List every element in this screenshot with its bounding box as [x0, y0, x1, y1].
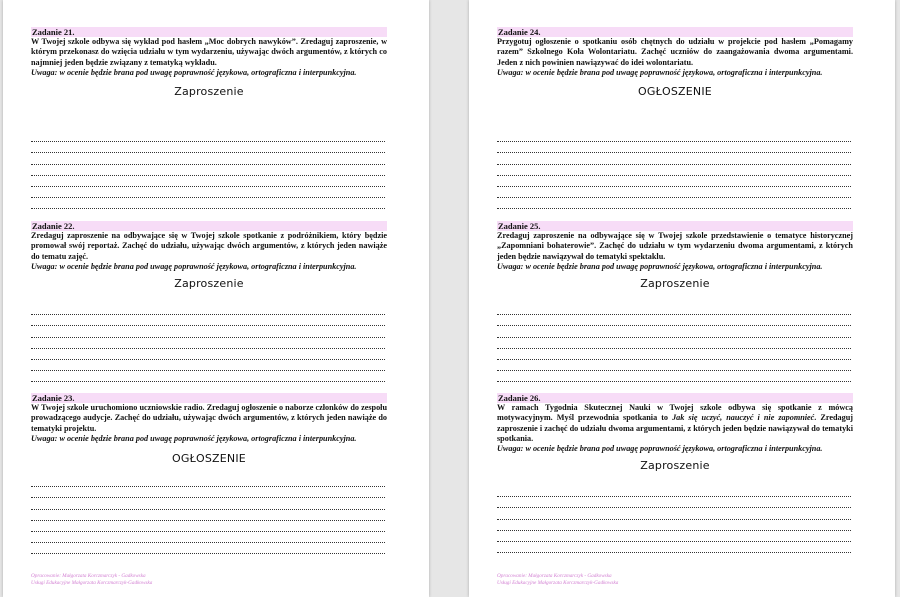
task-instruction — [497, 403, 853, 444]
task-instruction: Przygotuj ogłoszenie o spotkaniu osób chętnych do udziału w projekcie pod hasłem „Pomagamy razem” Szkolnego Koła Wolontariatu. Zachęć uczniów do zaangażowania dwoma argumentami. Jeden z nich powinien nawiązywać do idei wolontariatu. — [497, 37, 853, 67]
task-text-quote: Jak się uczyć, nauczyć i nie zapomnieć — [672, 413, 815, 423]
note-text: w ocenie będzie brana pod uwagę poprawność językowa, ortograficzna i interpunkcyjna. — [523, 67, 823, 77]
note-label: Uwaga: — [31, 67, 58, 77]
task-text-part: . Zredaguj zaproszenie i zachęć do udziału dwoma argumentami, z których jeden będzie nawiązywał do tematyki spotkania. — [497, 413, 853, 443]
task-note — [31, 68, 387, 78]
note-label: Uwaga: — [31, 261, 58, 271]
task-23 — [31, 393, 387, 465]
footer-line: Usługi Edukacyjne Małgorzata Korczmarczyk-Gadkowska — [497, 579, 619, 586]
task-instruction: Zredaguj zaproszenie na odbywające się w Twojej szkole przedstawienie o tematyce historycznej „Zapomniani bohaterowie”. Zachęć do udziału w tym wydarzeniu dwoma argumentami, z których jeden będzie nawiązywał do tematyki spektaklu. — [497, 231, 853, 261]
answer-lines[interactable] — [31, 304, 385, 382]
task-title: Zadanie 25. — [497, 221, 853, 231]
note-text: w ocenie będzie brana pod uwagę poprawność językowa, ortograficzna i interpunkcyjna. — [523, 261, 823, 271]
task-note — [497, 444, 853, 454]
task-note — [31, 434, 387, 444]
task-title: Zadanie 21. — [31, 27, 387, 37]
form-heading: Zaproszenie — [640, 459, 710, 473]
task-note — [497, 262, 853, 272]
note-text: w ocenie będzie brana pod uwagę poprawność językowa, ortograficzna i interpunkcyjna. — [57, 433, 357, 443]
form-heading: Zaproszenie — [174, 85, 244, 99]
form-heading: Zaproszenie — [640, 277, 710, 291]
document-page-right — [469, 0, 895, 597]
task-title: Zadanie 26. — [497, 393, 853, 403]
footer-line: Opracowanie: Małgorzata Korczmarczyk - Gadkowska — [31, 573, 146, 579]
answer-lines[interactable] — [497, 131, 851, 209]
task-21 — [31, 27, 387, 98]
task-note — [31, 262, 387, 272]
page-footer — [31, 573, 152, 586]
task-instruction: Zredaguj zaproszenie na odbywające się w Twojej szkole spotkanie z podróżnikiem, który będzie promował swój reportaż. Zachęć do udziału, używając dwóch argumentów, z których jeden nawiąże do tematu zajęć. — [31, 231, 387, 261]
answer-lines[interactable] — [497, 486, 851, 553]
answer-lines[interactable] — [497, 304, 851, 382]
task-25 — [497, 221, 853, 290]
task-text-part: W ramach Tygodnia Skutecznej Nauki w Twojej szkole odbywa się spotkanie z mówcą motywacyjnym. Myśl przewodnia spotkania to — [497, 403, 853, 423]
form-heading: OGŁOSZENIE — [638, 85, 712, 99]
task-note — [497, 68, 853, 78]
note-text: w ocenie będzie brana pod uwagę poprawność językowa, ortograficzna i interpunkcyjna. — [523, 444, 823, 454]
task-instruction: W Twojej szkole odbywa się wykład pod hasłem „Moc dobrych nawyków”. Zredaguj zaproszenie, w którym przekonasz do wzięcia udziału w tym wydarzeniu, używając dwóch argumentów, z których co najmniej jeden będzie związany z tematyką wykładu. — [31, 37, 387, 67]
note-label: Uwaga: — [31, 433, 58, 443]
form-heading: OGŁOSZENIE — [172, 452, 246, 466]
task-22 — [31, 221, 387, 290]
footer-line: Usługi Edukacyjne Małgorzata Korczmarczyk-Gadkowska — [31, 579, 153, 586]
task-title: Zadanie 23. — [31, 393, 387, 403]
note-text: w ocenie będzie brana pod uwagę poprawność językowa, ortograficzna i interpunkcyjna. — [57, 261, 357, 271]
note-label: Uwaga: — [497, 444, 524, 454]
form-heading: Zaproszenie — [174, 277, 244, 291]
task-26 — [497, 393, 853, 472]
answer-lines[interactable] — [31, 476, 385, 554]
task-24 — [497, 27, 853, 98]
document-page-left — [3, 0, 429, 597]
footer-line: Opracowanie: Małgorzata Korczmarczyk - Gadkowska — [497, 573, 612, 579]
answer-lines[interactable] — [31, 131, 385, 209]
note-label: Uwaga: — [497, 261, 524, 271]
task-title: Zadanie 22. — [31, 221, 387, 231]
page-footer — [497, 573, 618, 586]
task-title: Zadanie 24. — [497, 27, 853, 37]
note-label: Uwaga: — [497, 67, 524, 77]
note-text: w ocenie będzie brana pod uwagę poprawność językowa, ortograficzna i interpunkcyjna. — [57, 67, 357, 77]
task-instruction: W Twojej szkole uruchomiono uczniowskie radio. Zredaguj ogłoszenie o naborze członków do zespołu prowadzącego audycje. Zachęć do udziału, używając dwóch argumentów, z których jeden nawiąże do tematyki projektu. — [31, 403, 387, 433]
